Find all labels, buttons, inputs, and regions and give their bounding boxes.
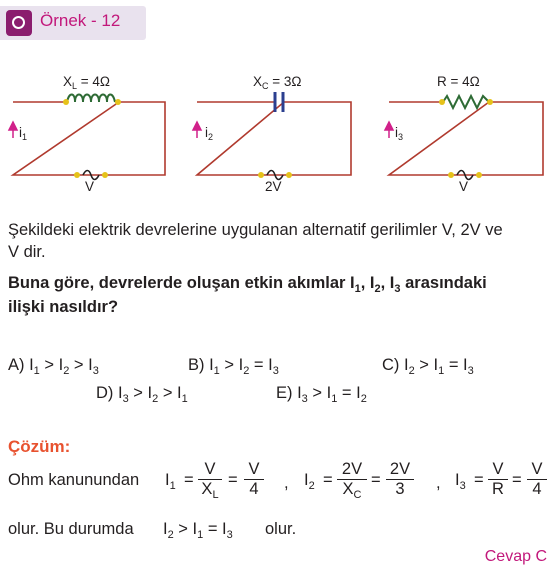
equals-sign: = bbox=[371, 471, 381, 489]
terminal-dot bbox=[102, 172, 108, 178]
option-a[interactable]: A) $I_1 > I_2 > I_3$ bbox=[8, 356, 99, 377]
source-label: V bbox=[85, 179, 95, 194]
fraction-v-over-4: $\frac{V}{4}$ bbox=[244, 460, 264, 499]
terminal-dot bbox=[74, 172, 80, 178]
current-label: $i_2$ bbox=[205, 125, 214, 142]
terminal-dot bbox=[476, 172, 482, 178]
question-line-2: V dir. bbox=[8, 243, 46, 261]
answer-label: Cevap C bbox=[484, 548, 547, 565]
terminal-dot bbox=[439, 99, 445, 105]
question-bold-line-2: ilişki nasıldır? bbox=[8, 298, 119, 316]
equals-sign: = bbox=[184, 471, 194, 489]
component-label: R = 4Ω bbox=[437, 74, 480, 89]
source-label: 2V bbox=[265, 179, 282, 194]
equation-2-lhs: $I_2$ bbox=[304, 471, 315, 492]
fraction-2v-over-3: $\frac{2V}{3}$ bbox=[386, 460, 414, 499]
separator: , bbox=[284, 474, 289, 492]
current-label: $i_1$ bbox=[19, 125, 28, 142]
conclusion-text: olur. Bu durumda bbox=[8, 520, 134, 538]
fraction-v-over-xl: $\frac{V}{X_L}$ bbox=[198, 460, 222, 502]
terminal-dot bbox=[115, 99, 121, 105]
equation-1-lhs: $I_1$ bbox=[165, 471, 176, 492]
circuit-capacitor bbox=[189, 60, 359, 195]
circle-icon bbox=[6, 10, 32, 36]
conclusion-relation: $I_2 > I_1 = I_3$ bbox=[163, 520, 233, 541]
terminal-dot bbox=[286, 172, 292, 178]
question-line-1: Şekildeki elektrik devrelerine uygulanan alternatif gerilimler V, 2V ve bbox=[8, 221, 503, 239]
separator: , bbox=[436, 474, 441, 492]
fraction-v-over-r: $\frac{V}{R}$ bbox=[488, 460, 508, 499]
equals-sign: = bbox=[228, 471, 238, 489]
option-e[interactable]: E) $I_3 > I_1 = I_2$ bbox=[276, 384, 367, 405]
equals-sign: = bbox=[512, 471, 522, 489]
terminal-dot bbox=[448, 172, 454, 178]
terminal-dot bbox=[258, 172, 264, 178]
source-label: V bbox=[459, 179, 469, 194]
component-label: $X_L = 4\Omega$ bbox=[63, 74, 111, 91]
example-title: Örnek - 12 bbox=[40, 11, 121, 30]
solution-title: Çözüm: bbox=[8, 437, 71, 456]
current-arrow-icon bbox=[193, 122, 201, 138]
terminal-dot bbox=[63, 99, 69, 105]
conclusion-end: olur. bbox=[265, 520, 297, 538]
circuit-wire bbox=[197, 102, 351, 175]
inductor-symbol bbox=[67, 95, 115, 103]
option-c[interactable]: C) $I_2 > I_1 = I_3$ bbox=[382, 356, 474, 377]
terminal-dot bbox=[487, 99, 493, 105]
component-label: $X_C = 3\Omega$ bbox=[253, 74, 302, 91]
circuit-wire bbox=[389, 102, 543, 175]
current-arrow-icon bbox=[9, 122, 17, 138]
option-d[interactable]: D) $I_3 > I_2 > I_1$ bbox=[96, 384, 188, 405]
equation-3-lhs: $I_3$ bbox=[455, 471, 466, 492]
fraction-2v-over-xc: $\frac{2V}{X_C}$ bbox=[337, 460, 367, 502]
equals-sign: = bbox=[323, 471, 333, 489]
solution-intro: Ohm kanunundan bbox=[8, 471, 140, 489]
fraction-v-over-4: $\frac{V}{4}$ bbox=[527, 460, 547, 499]
equals-sign: = bbox=[474, 471, 484, 489]
current-label: $i_3$ bbox=[395, 125, 404, 142]
circuit-inductor bbox=[5, 60, 175, 195]
circuit-resistor bbox=[381, 60, 551, 195]
current-arrow-icon bbox=[385, 122, 393, 138]
question-bold-line-1: Buna göre, devrelerde oluşan etkin akımlar $I_1$, $I_2$, $I_3$ arasındaki bbox=[8, 274, 487, 295]
circuit-wire bbox=[13, 102, 165, 175]
option-b[interactable]: B) $I_1 > I_2 = I_3$ bbox=[188, 356, 279, 377]
